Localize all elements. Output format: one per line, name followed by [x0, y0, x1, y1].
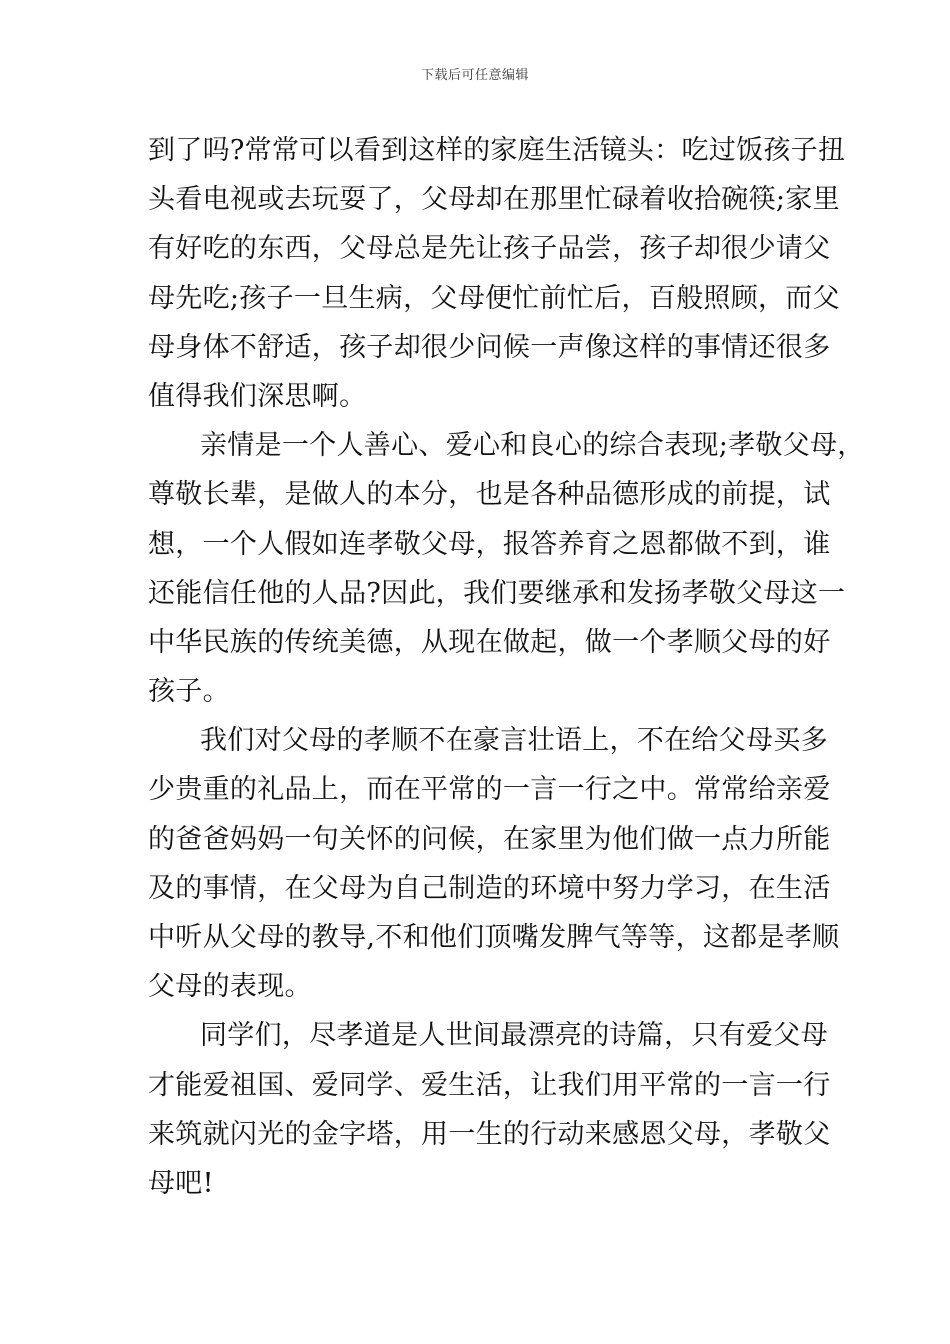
paragraph-3	[148, 716, 840, 1011]
paragraph-2	[148, 421, 865, 716]
text-line: 才能爱祖国、爱同学、爱生活，让我们用平常的一言一行	[148, 1069, 831, 1101]
text-line: 少贵重的礼品上，而在平常的一言一行之中。常常给亲爱	[148, 774, 831, 806]
paragraph-4	[148, 1011, 831, 1208]
text-line: 尊敬长辈，是做人的本分，也是各种品德形成的前提，试	[148, 479, 831, 511]
text-line: 我们对父母的孝顺不在豪言壮语上，不在给父母买多	[200, 725, 828, 757]
document-body	[148, 126, 865, 1208]
paragraph-1	[148, 126, 846, 421]
text-line: 母身体不舒适，孩子却很少问候一声像这样的事情还很多	[148, 331, 831, 363]
text-line: 值得我们深思啊。	[148, 380, 367, 412]
text-line: 想，一个人假如连孝敬父母，报答养育之恩都做不到，谁	[148, 528, 831, 560]
text-line: 的爸爸妈妈一句关怀的问候，在家里为他们做一点力所能	[148, 823, 831, 855]
text-line: 还能信任他的人品?因此，我们要继承和发扬孝敬父母这一	[148, 577, 846, 609]
text-line: 孩子。	[148, 676, 230, 708]
text-line: 母先吃;孩子一旦生病，父母便忙前忙后，百般照顾，而父	[148, 282, 840, 314]
text-line: 母吧!	[148, 1167, 214, 1199]
text-line: 父母的表现。	[148, 971, 312, 1003]
text-line: 同学们，尽孝道是人世间最漂亮的诗篇，只有爱父母	[200, 1020, 828, 1052]
page-header-note: 下载后可任意编辑	[420, 68, 529, 83]
text-line: 来筑就闪光的金字塔，用一生的行动来感恩父母，孝敬父	[148, 1118, 831, 1150]
text-line: 亲情是一个人善心、爱心和良心的综合表现;孝敬父母，	[200, 430, 865, 462]
text-line: 中听从父母的教导,不和他们顶嘴发脾气等等，这都是孝顺	[148, 922, 840, 953]
text-line: 中华民族的传统美德，从现在做起，做一个孝顺父母的好	[148, 626, 831, 658]
text-line: 有好吃的东西，父母总是先让孩子品尝，孩子却很少请父	[148, 233, 831, 265]
text-line: 头看电视或去玩耍了，父母却在那里忙碌着收拾碗筷;家里	[148, 184, 840, 216]
text-line: 到了吗?常常可以看到这样的家庭生活镜头：吃过饭孩子扭	[148, 135, 846, 166]
text-line: 及的事情，在父母为自己制造的环境中努力学习，在生活	[148, 872, 831, 904]
